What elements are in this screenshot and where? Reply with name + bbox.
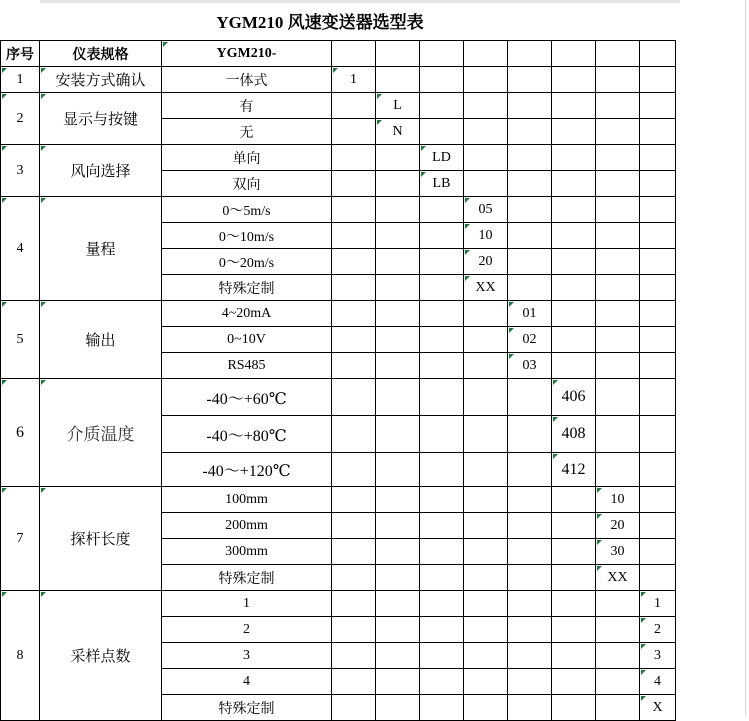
empty-cell[interactable] <box>464 487 508 513</box>
empty-cell[interactable] <box>376 379 420 416</box>
empty-cell[interactable] <box>596 67 640 93</box>
cell-marker-icon <box>641 670 646 675</box>
cell-marker-icon <box>377 120 382 125</box>
cell-marker-icon <box>41 94 46 99</box>
empty-cell[interactable] <box>596 416 640 453</box>
empty-cell[interactable] <box>508 379 552 416</box>
page-title: YGM210 风速变送器选型表 <box>216 12 424 32</box>
empty-cell[interactable] <box>376 591 420 617</box>
option-label[interactable]: 双向 <box>162 171 332 197</box>
header-code-col-2[interactable] <box>376 40 420 67</box>
cell-marker-icon <box>641 618 646 623</box>
empty-cell[interactable] <box>596 275 640 301</box>
empty-cell[interactable] <box>640 565 676 591</box>
empty-cell[interactable] <box>552 327 596 353</box>
option-label[interactable]: 0～5m/s <box>162 197 332 223</box>
empty-cell[interactable] <box>552 119 596 145</box>
empty-cell[interactable] <box>552 513 596 539</box>
empty-cell[interactable] <box>332 145 376 171</box>
cell-marker-icon <box>465 250 470 255</box>
cell-marker-icon <box>597 488 602 493</box>
empty-cell[interactable] <box>420 643 464 669</box>
empty-cell[interactable] <box>464 171 508 197</box>
empty-cell[interactable] <box>464 643 508 669</box>
empty-cell[interactable] <box>420 669 464 695</box>
section-index[interactable]: 3 <box>0 145 40 197</box>
option-code[interactable]: 2 <box>640 617 676 643</box>
empty-cell[interactable] <box>420 487 464 513</box>
empty-cell[interactable] <box>508 617 552 643</box>
empty-cell[interactable] <box>552 249 596 275</box>
option-code[interactable]: 1 <box>332 67 376 93</box>
empty-cell[interactable] <box>640 145 676 171</box>
section-index[interactable]: 2 <box>0 93 40 145</box>
empty-cell[interactable] <box>640 275 676 301</box>
empty-cell[interactable] <box>464 145 508 171</box>
option-label[interactable]: 无 <box>162 119 332 145</box>
empty-cell[interactable] <box>464 617 508 643</box>
empty-cell[interactable] <box>464 301 508 327</box>
cell-marker-icon <box>2 488 7 493</box>
empty-cell[interactable] <box>508 669 552 695</box>
cell-marker-icon <box>2 592 7 597</box>
option-code[interactable]: 05 <box>464 197 508 223</box>
cell-marker-icon <box>377 94 382 99</box>
empty-cell[interactable] <box>420 275 464 301</box>
option-label[interactable]: 单向 <box>162 145 332 171</box>
cell-marker-icon <box>2 380 7 385</box>
empty-cell[interactable] <box>332 353 376 379</box>
empty-cell[interactable] <box>464 93 508 119</box>
cell-marker-icon <box>641 592 646 597</box>
empty-cell[interactable] <box>332 327 376 353</box>
empty-cell[interactable] <box>332 591 376 617</box>
cell-marker-icon <box>421 172 426 177</box>
empty-cell[interactable] <box>420 249 464 275</box>
header-code-col-8[interactable] <box>640 40 676 67</box>
header-code-col-7[interactable] <box>596 40 640 67</box>
cell-marker-icon <box>597 514 602 519</box>
option-label[interactable]: -40～+60℃ <box>162 379 332 416</box>
option-code[interactable]: 03 <box>508 353 552 379</box>
header-model[interactable]: YGM210- <box>162 40 332 67</box>
empty-cell[interactable] <box>508 249 552 275</box>
cell-marker-icon <box>41 488 46 493</box>
empty-cell[interactable] <box>420 353 464 379</box>
empty-cell[interactable] <box>332 171 376 197</box>
option-label[interactable]: 100mm <box>162 487 332 513</box>
empty-cell[interactable] <box>640 93 676 119</box>
section-name[interactable]: 探杆长度 <box>40 487 162 591</box>
cell-marker-icon <box>465 224 470 229</box>
empty-cell[interactable] <box>508 223 552 249</box>
header-code-col-6[interactable] <box>552 40 596 67</box>
empty-cell[interactable] <box>552 565 596 591</box>
empty-cell[interactable] <box>332 487 376 513</box>
empty-cell[interactable] <box>552 93 596 119</box>
cell-marker-icon <box>2 146 7 151</box>
empty-cell[interactable] <box>596 353 640 379</box>
empty-cell[interactable] <box>596 453 640 487</box>
option-code[interactable]: 1 <box>640 591 676 617</box>
empty-cell[interactable] <box>332 513 376 539</box>
empty-cell[interactable] <box>640 301 676 327</box>
empty-cell[interactable] <box>376 643 420 669</box>
empty-cell[interactable] <box>420 379 464 416</box>
section-name[interactable]: 输出 <box>40 301 162 379</box>
header-spec[interactable]: 仪表规格 <box>40 40 162 67</box>
cell-marker-icon <box>641 644 646 649</box>
cell-marker-icon <box>509 328 514 333</box>
header-index[interactable]: 序号 <box>0 40 40 67</box>
cell-marker-icon <box>41 198 46 203</box>
empty-cell[interactable] <box>596 643 640 669</box>
cell-marker-icon <box>597 540 602 545</box>
empty-cell[interactable] <box>420 695 464 721</box>
empty-cell[interactable] <box>376 275 420 301</box>
empty-cell[interactable] <box>508 171 552 197</box>
empty-cell[interactable] <box>508 695 552 721</box>
section-index[interactable]: 5 <box>0 301 40 379</box>
empty-cell[interactable] <box>376 145 420 171</box>
option-label[interactable]: 300mm <box>162 539 332 565</box>
empty-cell[interactable] <box>640 171 676 197</box>
empty-cell[interactable] <box>640 539 676 565</box>
empty-cell[interactable] <box>552 353 596 379</box>
option-code[interactable]: 20 <box>464 249 508 275</box>
empty-cell[interactable] <box>332 643 376 669</box>
empty-cell[interactable] <box>464 416 508 453</box>
option-code[interactable]: 406 <box>552 379 596 416</box>
cell-marker-icon <box>553 454 558 459</box>
empty-cell[interactable] <box>596 171 640 197</box>
empty-cell[interactable] <box>640 67 676 93</box>
empty-cell[interactable] <box>508 643 552 669</box>
cell-marker-icon <box>2 94 7 99</box>
empty-cell[interactable] <box>332 379 376 416</box>
empty-cell[interactable] <box>376 249 420 275</box>
empty-cell[interactable] <box>552 67 596 93</box>
empty-cell[interactable] <box>596 197 640 223</box>
empty-cell[interactable] <box>596 223 640 249</box>
option-label[interactable]: 4 <box>162 669 332 695</box>
empty-cell[interactable] <box>464 669 508 695</box>
section-index[interactable]: 4 <box>0 197 40 301</box>
empty-cell[interactable] <box>464 539 508 565</box>
empty-cell[interactable] <box>332 539 376 565</box>
empty-cell[interactable] <box>464 327 508 353</box>
empty-cell[interactable] <box>332 93 376 119</box>
cell-marker-icon <box>163 42 168 47</box>
empty-cell[interactable] <box>332 617 376 643</box>
empty-cell[interactable] <box>596 617 640 643</box>
option-label[interactable]: 200mm <box>162 513 332 539</box>
cell-marker-icon <box>2 68 7 73</box>
empty-cell[interactable] <box>596 379 640 416</box>
section-index[interactable]: 7 <box>0 487 40 591</box>
empty-cell[interactable] <box>508 487 552 513</box>
empty-cell[interactable] <box>376 327 420 353</box>
empty-cell[interactable] <box>640 513 676 539</box>
empty-cell[interactable] <box>596 327 640 353</box>
empty-cell[interactable] <box>376 197 420 223</box>
empty-cell[interactable] <box>420 565 464 591</box>
empty-cell[interactable] <box>508 275 552 301</box>
empty-cell[interactable] <box>640 119 676 145</box>
empty-cell[interactable] <box>420 539 464 565</box>
header-code-col-4[interactable] <box>464 40 508 67</box>
cell-marker-icon <box>41 380 46 385</box>
option-label[interactable]: 4~20mA <box>162 301 332 327</box>
top-gridline <box>40 0 680 3</box>
empty-cell[interactable] <box>420 416 464 453</box>
empty-cell[interactable] <box>420 301 464 327</box>
cell-marker-icon <box>2 198 7 203</box>
empty-cell[interactable] <box>596 591 640 617</box>
empty-cell[interactable] <box>552 617 596 643</box>
cell-marker-icon <box>41 592 46 597</box>
section-name[interactable]: 安装方式确认 <box>40 67 162 93</box>
empty-cell[interactable] <box>332 275 376 301</box>
empty-cell[interactable] <box>420 327 464 353</box>
empty-cell[interactable] <box>376 539 420 565</box>
empty-cell[interactable] <box>376 453 420 487</box>
empty-cell[interactable] <box>640 379 676 416</box>
option-code[interactable]: LB <box>420 171 464 197</box>
option-label[interactable]: 0～10m/s <box>162 223 332 249</box>
option-code[interactable]: LD <box>420 145 464 171</box>
cell-marker-icon <box>509 302 514 307</box>
empty-cell[interactable] <box>552 197 596 223</box>
header-code-col-3[interactable] <box>420 40 464 67</box>
section-index[interactable]: 6 <box>0 379 40 487</box>
option-label[interactable]: RS485 <box>162 353 332 379</box>
empty-cell[interactable] <box>596 301 640 327</box>
cell-marker-icon <box>509 354 514 359</box>
empty-cell[interactable] <box>332 249 376 275</box>
empty-cell[interactable] <box>332 695 376 721</box>
empty-cell[interactable] <box>464 119 508 145</box>
empty-cell[interactable] <box>552 591 596 617</box>
empty-cell[interactable] <box>552 145 596 171</box>
empty-cell[interactable] <box>420 591 464 617</box>
header-code-col-5[interactable] <box>508 40 552 67</box>
empty-cell[interactable] <box>420 197 464 223</box>
empty-cell[interactable] <box>376 565 420 591</box>
right-gridline <box>745 0 746 716</box>
empty-cell[interactable] <box>640 416 676 453</box>
empty-cell[interactable] <box>596 119 640 145</box>
empty-cell[interactable] <box>508 539 552 565</box>
empty-cell[interactable] <box>332 565 376 591</box>
empty-cell[interactable] <box>640 197 676 223</box>
empty-cell[interactable] <box>376 223 420 249</box>
option-code[interactable]: 3 <box>640 643 676 669</box>
empty-cell[interactable] <box>508 119 552 145</box>
option-label[interactable]: 一体式 <box>162 67 332 93</box>
empty-cell[interactable] <box>376 353 420 379</box>
empty-cell[interactable] <box>552 643 596 669</box>
cell-marker-icon <box>553 417 558 422</box>
option-label[interactable]: 3 <box>162 643 332 669</box>
option-code[interactable]: L <box>376 93 420 119</box>
option-code[interactable]: XX <box>464 275 508 301</box>
empty-cell[interactable] <box>376 67 420 93</box>
empty-cell[interactable] <box>376 487 420 513</box>
option-label[interactable]: 0~10V <box>162 327 332 353</box>
empty-cell[interactable] <box>332 416 376 453</box>
empty-cell[interactable] <box>376 416 420 453</box>
empty-cell[interactable] <box>508 197 552 223</box>
empty-cell[interactable] <box>376 695 420 721</box>
empty-cell[interactable] <box>640 327 676 353</box>
empty-cell[interactable] <box>464 591 508 617</box>
empty-cell[interactable] <box>420 93 464 119</box>
empty-cell[interactable] <box>332 453 376 487</box>
empty-cell[interactable] <box>640 453 676 487</box>
empty-cell[interactable] <box>596 145 640 171</box>
empty-cell[interactable] <box>508 565 552 591</box>
option-code[interactable]: 4 <box>640 669 676 695</box>
option-label[interactable]: 特殊定制 <box>162 695 332 721</box>
option-label[interactable]: 特殊定制 <box>162 565 332 591</box>
option-code[interactable]: 412 <box>552 453 596 487</box>
cell-marker-icon <box>553 380 558 385</box>
cell-marker-icon <box>465 198 470 203</box>
empty-cell[interactable] <box>508 453 552 487</box>
option-code[interactable]: N <box>376 119 420 145</box>
option-label[interactable]: -40～+80℃ <box>162 416 332 453</box>
section-name[interactable]: 量程 <box>40 197 162 301</box>
cell-marker-icon <box>465 276 470 281</box>
empty-cell[interactable] <box>376 171 420 197</box>
option-code[interactable]: 10 <box>596 487 640 513</box>
empty-cell[interactable] <box>552 223 596 249</box>
empty-cell[interactable] <box>508 416 552 453</box>
option-label[interactable]: -40～+120℃ <box>162 453 332 487</box>
empty-cell[interactable] <box>332 669 376 695</box>
empty-cell[interactable] <box>464 695 508 721</box>
option-label[interactable]: 特殊定制 <box>162 275 332 301</box>
empty-cell[interactable] <box>552 539 596 565</box>
empty-cell[interactable] <box>332 197 376 223</box>
header-code-col-1[interactable] <box>332 40 376 67</box>
empty-cell[interactable] <box>552 695 596 721</box>
empty-cell[interactable] <box>552 171 596 197</box>
option-label[interactable]: 1 <box>162 591 332 617</box>
empty-cell[interactable] <box>552 301 596 327</box>
empty-cell[interactable] <box>376 669 420 695</box>
empty-cell[interactable] <box>420 617 464 643</box>
empty-cell[interactable] <box>596 249 640 275</box>
empty-cell[interactable] <box>596 669 640 695</box>
empty-cell[interactable] <box>464 513 508 539</box>
option-code[interactable]: XX <box>596 565 640 591</box>
empty-cell[interactable] <box>596 695 640 721</box>
cell-marker-icon <box>333 68 338 73</box>
option-code[interactable]: 10 <box>464 223 508 249</box>
empty-cell[interactable] <box>640 353 676 379</box>
section-name[interactable]: 风向选择 <box>40 145 162 197</box>
empty-cell[interactable] <box>332 119 376 145</box>
option-code[interactable]: 408 <box>552 416 596 453</box>
cell-marker-icon <box>421 146 426 151</box>
option-code[interactable]: 02 <box>508 327 552 353</box>
cell-marker-icon <box>41 302 46 307</box>
cell-marker-icon <box>2 302 7 307</box>
empty-cell[interactable] <box>332 301 376 327</box>
empty-cell[interactable] <box>508 513 552 539</box>
empty-cell[interactable] <box>508 591 552 617</box>
option-code[interactable]: 20 <box>596 513 640 539</box>
cell-marker-icon <box>597 566 602 571</box>
empty-cell[interactable] <box>508 145 552 171</box>
empty-cell[interactable] <box>376 513 420 539</box>
empty-cell[interactable] <box>332 223 376 249</box>
empty-cell[interactable] <box>640 223 676 249</box>
option-label[interactable]: 2 <box>162 617 332 643</box>
empty-cell[interactable] <box>552 669 596 695</box>
empty-cell[interactable] <box>508 93 552 119</box>
empty-cell[interactable] <box>376 617 420 643</box>
empty-cell[interactable] <box>552 487 596 513</box>
section-index[interactable]: 8 <box>0 591 40 721</box>
option-code[interactable]: 01 <box>508 301 552 327</box>
cell-marker-icon <box>41 68 46 73</box>
option-code[interactable]: X <box>640 695 676 721</box>
empty-cell[interactable] <box>420 453 464 487</box>
empty-cell[interactable] <box>552 275 596 301</box>
cell-marker-icon <box>641 696 646 701</box>
empty-cell[interactable] <box>464 565 508 591</box>
empty-cell[interactable] <box>420 67 464 93</box>
option-label[interactable]: 0～20m/s <box>162 249 332 275</box>
option-code[interactable]: 30 <box>596 539 640 565</box>
empty-cell[interactable] <box>596 93 640 119</box>
section-name[interactable]: 采样点数 <box>40 591 162 721</box>
empty-cell[interactable] <box>464 453 508 487</box>
section-index[interactable]: 1 <box>0 67 40 93</box>
empty-cell[interactable] <box>420 513 464 539</box>
empty-cell[interactable] <box>420 223 464 249</box>
section-name[interactable]: 介质温度 <box>40 379 162 487</box>
empty-cell[interactable] <box>464 379 508 416</box>
empty-cell[interactable] <box>640 249 676 275</box>
empty-cell[interactable] <box>464 67 508 93</box>
empty-cell[interactable] <box>420 119 464 145</box>
empty-cell[interactable] <box>464 353 508 379</box>
empty-cell[interactable] <box>376 301 420 327</box>
empty-cell[interactable] <box>640 487 676 513</box>
cell-marker-icon <box>41 146 46 151</box>
section-name[interactable]: 显示与按键 <box>40 93 162 145</box>
option-label[interactable]: 有 <box>162 93 332 119</box>
empty-cell[interactable] <box>508 67 552 93</box>
